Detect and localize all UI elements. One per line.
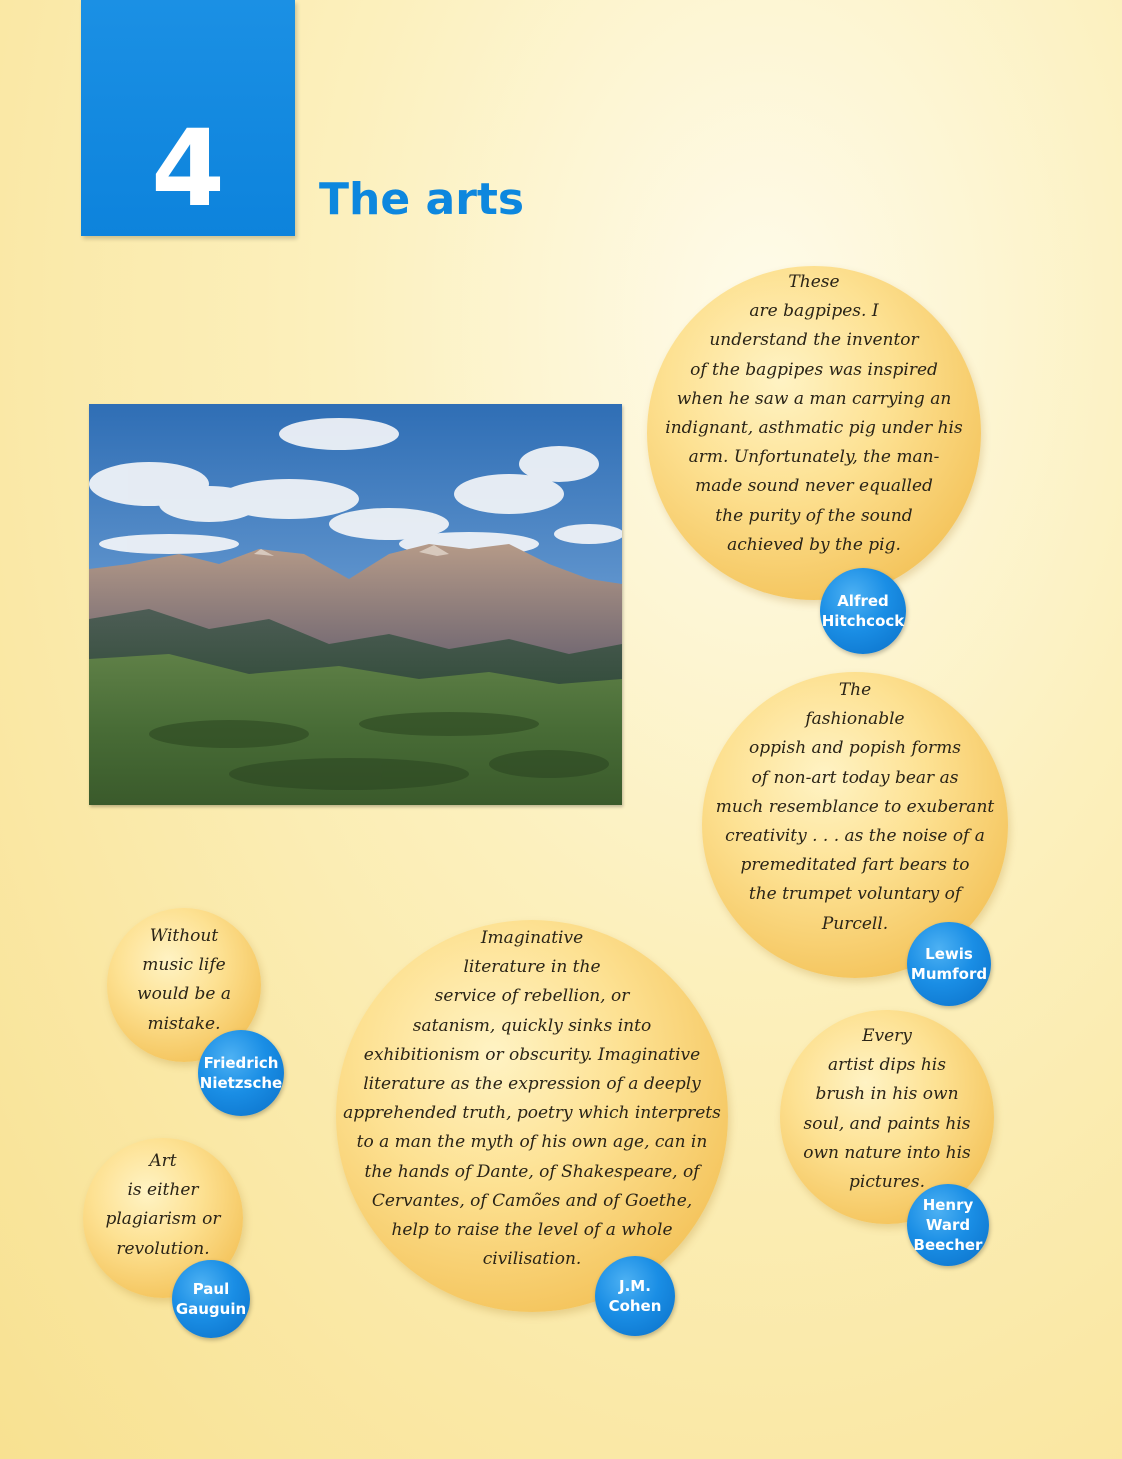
quote-text-hitchcock: These are bagpipes. I understand the inventor of the bagpipes was inspired when he saw a man carrying an indignant, asthmatic pig under his arm. Unfortunately, the man- made sound never equalled the purity of the sound achieved by the pig. [665,272,963,555]
author-badge-beecher: Henry Ward Beecher [907,1184,989,1266]
author-badge-cohen: J.M. Cohen [595,1256,675,1336]
quote-text-nietzsche: Without music life would be a mistake. [137,926,231,1034]
author-badge-mumford: Lewis Mumford [907,922,991,1006]
author-badge-hitchcock: Alfred Hitchcock [820,568,906,654]
author-badge-gauguin: Paul Gauguin [172,1260,250,1338]
chapter-number-box [81,0,295,236]
chapter-title: The arts [319,174,525,225]
quote-text-gauguin: Art is either plagiarism or revolution. [105,1151,221,1259]
quote-text-cohen: Imaginative literature in the service of rebellion, or satanism, quickly sinks into exhibitionism or obscurity. Imaginative literature as the expression of a deeply apprehended truth, poetry which interprets to a man the myth of his own age, can in the hands of Dante, of Shakespeare, of Cervantes, of Camões and of Goethe, help to raise the level of a whole civilisation. [343,928,721,1270]
quote-text-mumford: The fashionable oppish and popish forms of non-art today bear as much resemblance to exuberant creativity . . . as the noise of a premeditated fart bears to the trumpet voluntary of Purcell. [715,680,995,934]
quote-text-beecher: Every artist dips his brush in his own soul, and paints his own nature into his pictures. [803,1026,971,1193]
chapter-number: 4 [151,107,225,230]
mountain-landscape-image [89,404,622,805]
author-badge-nietzsche: Friedrich Nietzsche [198,1030,284,1116]
